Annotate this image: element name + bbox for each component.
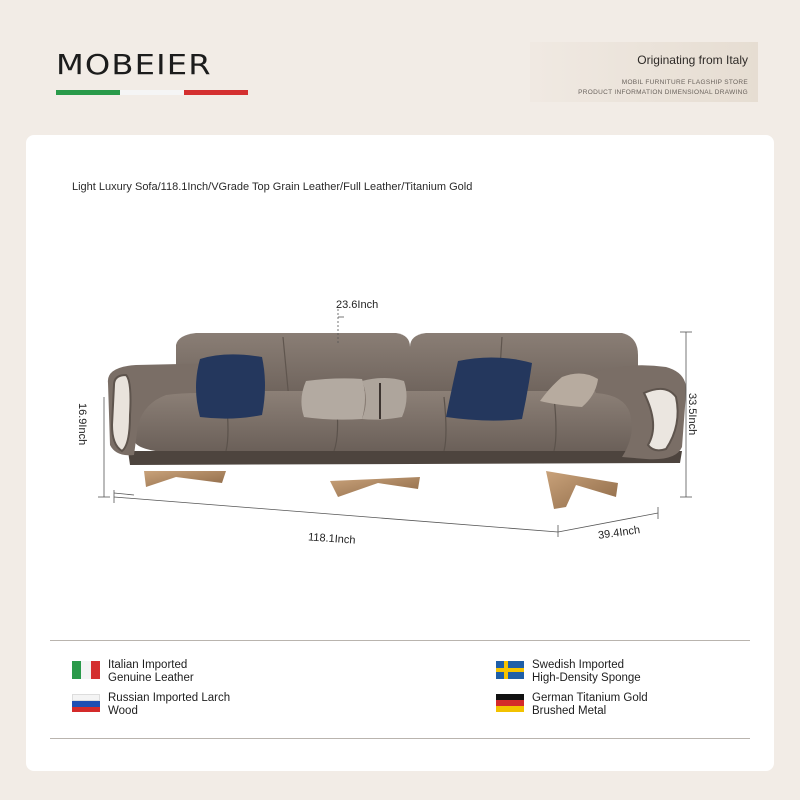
product-card — [26, 135, 774, 771]
italy-flag-icon — [72, 661, 100, 679]
russia-flag-icon — [72, 694, 100, 712]
feature-line: German Titanium Gold — [532, 692, 648, 704]
seat-depth-label: 23.6Inch — [336, 299, 379, 311]
origin-banner — [530, 42, 758, 102]
depth-label: 39.4Inch — [597, 524, 641, 542]
drawing-label: PRODUCT INFORMATION DIMENSIONAL DRAWING — [578, 89, 748, 96]
sofa-illustration — [26, 275, 774, 555]
brand-logo — [50, 44, 260, 104]
feature-line: Russian Imported Larch — [108, 692, 231, 704]
feature-italian-leather — [72, 659, 194, 685]
header — [0, 0, 800, 118]
feature-line: Swedish Imported — [532, 659, 625, 671]
feature-line: Italian Imported — [108, 659, 188, 671]
sweden-flag-icon — [496, 661, 524, 679]
germany-flag-icon — [496, 694, 524, 712]
italian-color-bar — [56, 90, 248, 95]
seat-height-label: 16.9Inch — [76, 403, 88, 446]
feature-line: Wood — [108, 705, 138, 717]
feature-russian-wood — [72, 692, 230, 718]
origin-tagline: Originating from Italy — [637, 53, 748, 67]
sofa-drawing — [26, 275, 774, 555]
bottom-divider — [50, 738, 750, 739]
product-title: Light Luxury Sofa/118.1Inch/VGrade Top Grain Leather/Full Leather/Titanium Gold — [72, 181, 473, 193]
height-label: 33.5Inch — [686, 393, 698, 436]
feature-line: Genuine Leather — [108, 672, 194, 684]
feature-swedish-sponge — [496, 659, 641, 685]
top-divider — [50, 640, 750, 641]
width-label: 118.1Inch — [307, 531, 356, 547]
logo-text: MOBEIER — [56, 48, 212, 81]
feature-line: High-Density Sponge — [532, 672, 641, 684]
feature-line: Brushed Metal — [532, 705, 607, 717]
store-label: MOBIL FURNITURE FLAGSHIP STORE — [621, 79, 748, 86]
feature-german-metal — [496, 692, 648, 718]
